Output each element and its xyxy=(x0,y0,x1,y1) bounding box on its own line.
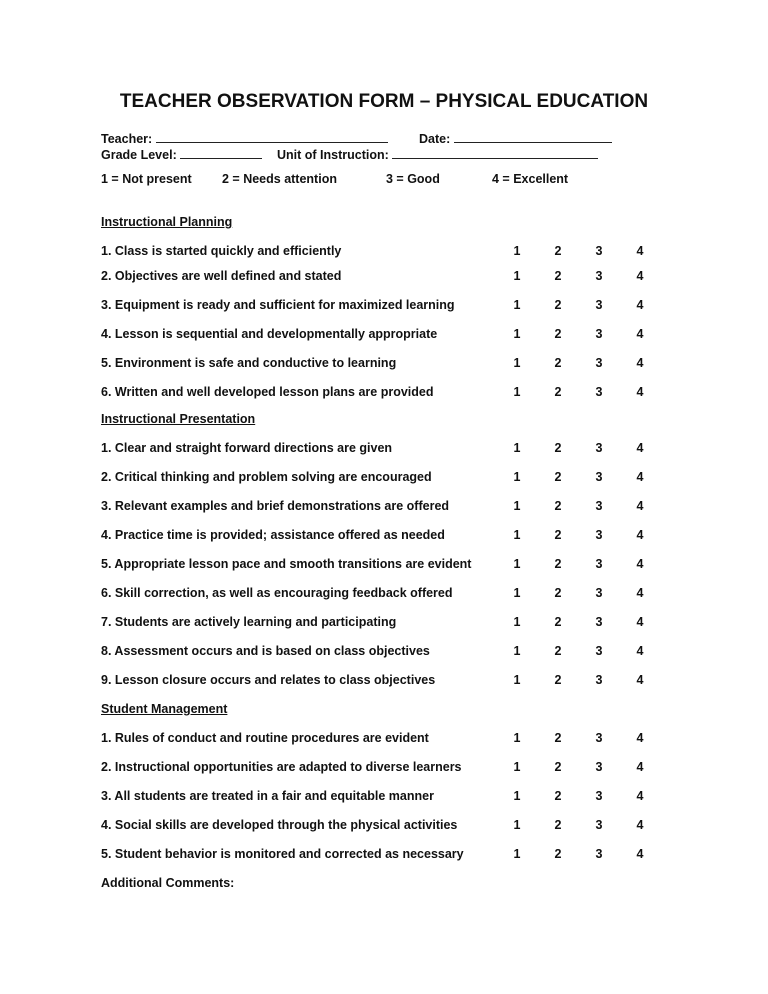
score-1[interactable]: 1 xyxy=(513,470,521,484)
score-3[interactable]: 3 xyxy=(595,731,603,745)
score-2[interactable]: 2 xyxy=(554,557,562,571)
grade-level-label: Grade Level: xyxy=(101,148,177,162)
score-1[interactable]: 1 xyxy=(513,818,521,832)
grade-level-field xyxy=(101,147,262,162)
item-label: 8. Assessment occurs and is based on class objectives xyxy=(101,644,430,658)
item-label: 4. Social skills are developed through the physical activities xyxy=(101,818,458,832)
teacher-input-line[interactable] xyxy=(156,131,388,143)
score-3[interactable]: 3 xyxy=(595,327,603,341)
grade-level-input-line[interactable] xyxy=(180,147,262,159)
rating-row xyxy=(101,760,661,776)
rating-row xyxy=(101,615,661,631)
score-1[interactable]: 1 xyxy=(513,644,521,658)
date-input-line[interactable] xyxy=(454,131,612,143)
item-label: 3. Equipment is ready and sufficient for maximized learning xyxy=(101,298,455,312)
item-label: 5. Student behavior is monitored and corrected as necessary xyxy=(101,847,464,861)
score-4[interactable]: 4 xyxy=(636,789,644,803)
score-1[interactable]: 1 xyxy=(513,760,521,774)
score-2[interactable]: 2 xyxy=(554,528,562,542)
rating-row xyxy=(101,586,661,602)
rating-row xyxy=(101,818,661,834)
item-label: 2. Objectives are well defined and stated xyxy=(101,269,342,283)
rating-row xyxy=(101,269,661,285)
rating-row xyxy=(101,847,661,863)
item-label: 9. Lesson closure occurs and relates to class objectives xyxy=(101,673,436,687)
item-label: 6. Written and well developed lesson plans are provided xyxy=(101,385,434,399)
score-2[interactable]: 2 xyxy=(554,615,562,629)
rating-row xyxy=(101,441,661,457)
score-4[interactable]: 4 xyxy=(636,528,644,542)
score-4[interactable]: 4 xyxy=(636,731,644,745)
score-3[interactable]: 3 xyxy=(595,499,603,513)
score-2[interactable]: 2 xyxy=(554,586,562,600)
legend-3: 3 = Good xyxy=(386,172,440,186)
score-3[interactable]: 3 xyxy=(595,356,603,370)
score-2[interactable]: 2 xyxy=(554,298,562,312)
item-label: 5. Environment is safe and conductive to learning xyxy=(101,356,397,370)
score-4[interactable]: 4 xyxy=(636,644,644,658)
score-2[interactable]: 2 xyxy=(554,499,562,513)
score-4[interactable]: 4 xyxy=(636,269,644,283)
score-3[interactable]: 3 xyxy=(595,557,603,571)
score-2[interactable]: 2 xyxy=(554,818,562,832)
score-3[interactable]: 3 xyxy=(595,818,603,832)
score-4[interactable]: 4 xyxy=(636,327,644,341)
score-1[interactable]: 1 xyxy=(513,327,521,341)
score-2[interactable]: 2 xyxy=(554,441,562,455)
score-3[interactable]: 3 xyxy=(595,244,603,258)
rating-row xyxy=(101,644,661,660)
score-1[interactable]: 1 xyxy=(513,356,521,370)
score-2[interactable]: 2 xyxy=(554,385,562,399)
score-3[interactable]: 3 xyxy=(595,615,603,629)
rating-row xyxy=(101,789,661,805)
item-label: 1. Clear and straight forward directions are given xyxy=(101,441,393,455)
teacher-label: Teacher: xyxy=(101,132,153,146)
item-label: 2. Critical thinking and problem solving are encouraged xyxy=(101,470,432,484)
date-label: Date: xyxy=(419,132,451,146)
section-title-instructional-presentation: Instructional Presentation xyxy=(101,412,256,426)
unit-field xyxy=(277,147,598,162)
score-4[interactable]: 4 xyxy=(636,470,644,484)
score-2[interactable]: 2 xyxy=(554,760,562,774)
score-2[interactable]: 2 xyxy=(554,269,562,283)
item-label: 5. Appropriate lesson pace and smooth transitions are evident xyxy=(101,557,472,571)
score-1[interactable]: 1 xyxy=(513,789,521,803)
score-4[interactable]: 4 xyxy=(636,615,644,629)
score-4[interactable]: 4 xyxy=(636,818,644,832)
additional-comments-area[interactable] xyxy=(101,895,667,975)
item-label: 3. All students are treated in a fair and equitable manner xyxy=(101,789,434,803)
item-label: 7. Students are actively learning and participating xyxy=(101,615,397,629)
score-3[interactable]: 3 xyxy=(595,586,603,600)
score-3[interactable]: 3 xyxy=(595,470,603,484)
score-1[interactable]: 1 xyxy=(513,441,521,455)
teacher-field xyxy=(101,131,388,146)
rating-row xyxy=(101,528,661,544)
score-4[interactable]: 4 xyxy=(636,760,644,774)
legend-2: 2 = Needs attention xyxy=(222,172,337,186)
score-4[interactable]: 4 xyxy=(636,499,644,513)
score-3[interactable]: 3 xyxy=(595,441,603,455)
item-label: 2. Instructional opportunities are adapted to diverse learners xyxy=(101,760,462,774)
rating-row xyxy=(101,731,661,747)
rating-row xyxy=(101,385,661,401)
rating-row xyxy=(101,470,661,486)
score-1[interactable]: 1 xyxy=(513,528,521,542)
score-1[interactable]: 1 xyxy=(513,269,521,283)
rating-row xyxy=(101,356,661,372)
score-1[interactable]: 1 xyxy=(513,586,521,600)
score-2[interactable]: 2 xyxy=(554,470,562,484)
score-4[interactable]: 4 xyxy=(636,356,644,370)
score-3[interactable]: 3 xyxy=(595,760,603,774)
score-3[interactable]: 3 xyxy=(595,644,603,658)
score-2[interactable]: 2 xyxy=(554,244,562,258)
score-1[interactable]: 1 xyxy=(513,298,521,312)
score-3[interactable]: 3 xyxy=(595,298,603,312)
score-2[interactable]: 2 xyxy=(554,356,562,370)
item-label: 3. Relevant examples and brief demonstrations are offered xyxy=(101,499,450,513)
score-4[interactable]: 4 xyxy=(636,847,644,861)
score-4[interactable]: 4 xyxy=(636,586,644,600)
item-label: 6. Skill correction, as well as encouraging feedback offered xyxy=(101,586,453,600)
rating-row xyxy=(101,244,661,260)
score-4[interactable]: 4 xyxy=(636,244,644,258)
rating-row xyxy=(101,327,661,343)
score-2[interactable]: 2 xyxy=(554,847,562,861)
item-label: 1. Class is started quickly and efficiently xyxy=(101,244,342,258)
additional-comments-label: Additional Comments: xyxy=(101,876,235,890)
section-title-student-management: Student Management xyxy=(101,702,228,716)
score-4[interactable]: 4 xyxy=(636,673,644,687)
score-3[interactable]: 3 xyxy=(595,847,603,861)
legend-1: 1 = Not present xyxy=(101,172,192,186)
legend-4: 4 = Excellent xyxy=(492,172,569,186)
unit-label: Unit of Instruction: xyxy=(277,148,389,162)
score-3[interactable]: 3 xyxy=(595,269,603,283)
date-field xyxy=(419,131,612,146)
score-3[interactable]: 3 xyxy=(595,528,603,542)
score-4[interactable]: 4 xyxy=(636,298,644,312)
score-2[interactable]: 2 xyxy=(554,644,562,658)
item-label: 1. Rules of conduct and routine procedures are evident xyxy=(101,731,429,745)
section-title-instructional-planning: Instructional Planning xyxy=(101,215,233,229)
rating-row xyxy=(101,557,661,573)
score-2[interactable]: 2 xyxy=(554,327,562,341)
score-1[interactable]: 1 xyxy=(513,385,521,399)
score-2[interactable]: 2 xyxy=(554,789,562,803)
score-2[interactable]: 2 xyxy=(554,731,562,745)
score-1[interactable]: 1 xyxy=(513,673,521,687)
item-label: 4. Practice time is provided; assistance offered as needed xyxy=(101,528,445,542)
rating-row xyxy=(101,673,661,689)
score-3[interactable]: 3 xyxy=(595,789,603,803)
score-4[interactable]: 4 xyxy=(636,385,644,399)
score-1[interactable]: 1 xyxy=(513,244,521,258)
page-title: TEACHER OBSERVATION FORM – PHYSICAL EDUCATION xyxy=(119,91,649,112)
score-1[interactable]: 1 xyxy=(513,847,521,861)
score-3[interactable]: 3 xyxy=(595,673,603,687)
score-1[interactable]: 1 xyxy=(513,615,521,629)
rating-row xyxy=(101,499,661,515)
item-label: 4. Lesson is sequential and developmentally appropriate xyxy=(101,327,438,341)
score-1[interactable]: 1 xyxy=(513,731,521,745)
rating-row xyxy=(101,298,661,314)
score-2[interactable]: 2 xyxy=(554,673,562,687)
score-1[interactable]: 1 xyxy=(513,557,521,571)
unit-input-line[interactable] xyxy=(392,147,598,159)
score-3[interactable]: 3 xyxy=(595,385,603,399)
score-1[interactable]: 1 xyxy=(513,499,521,513)
score-4[interactable]: 4 xyxy=(636,557,644,571)
score-4[interactable]: 4 xyxy=(636,441,644,455)
